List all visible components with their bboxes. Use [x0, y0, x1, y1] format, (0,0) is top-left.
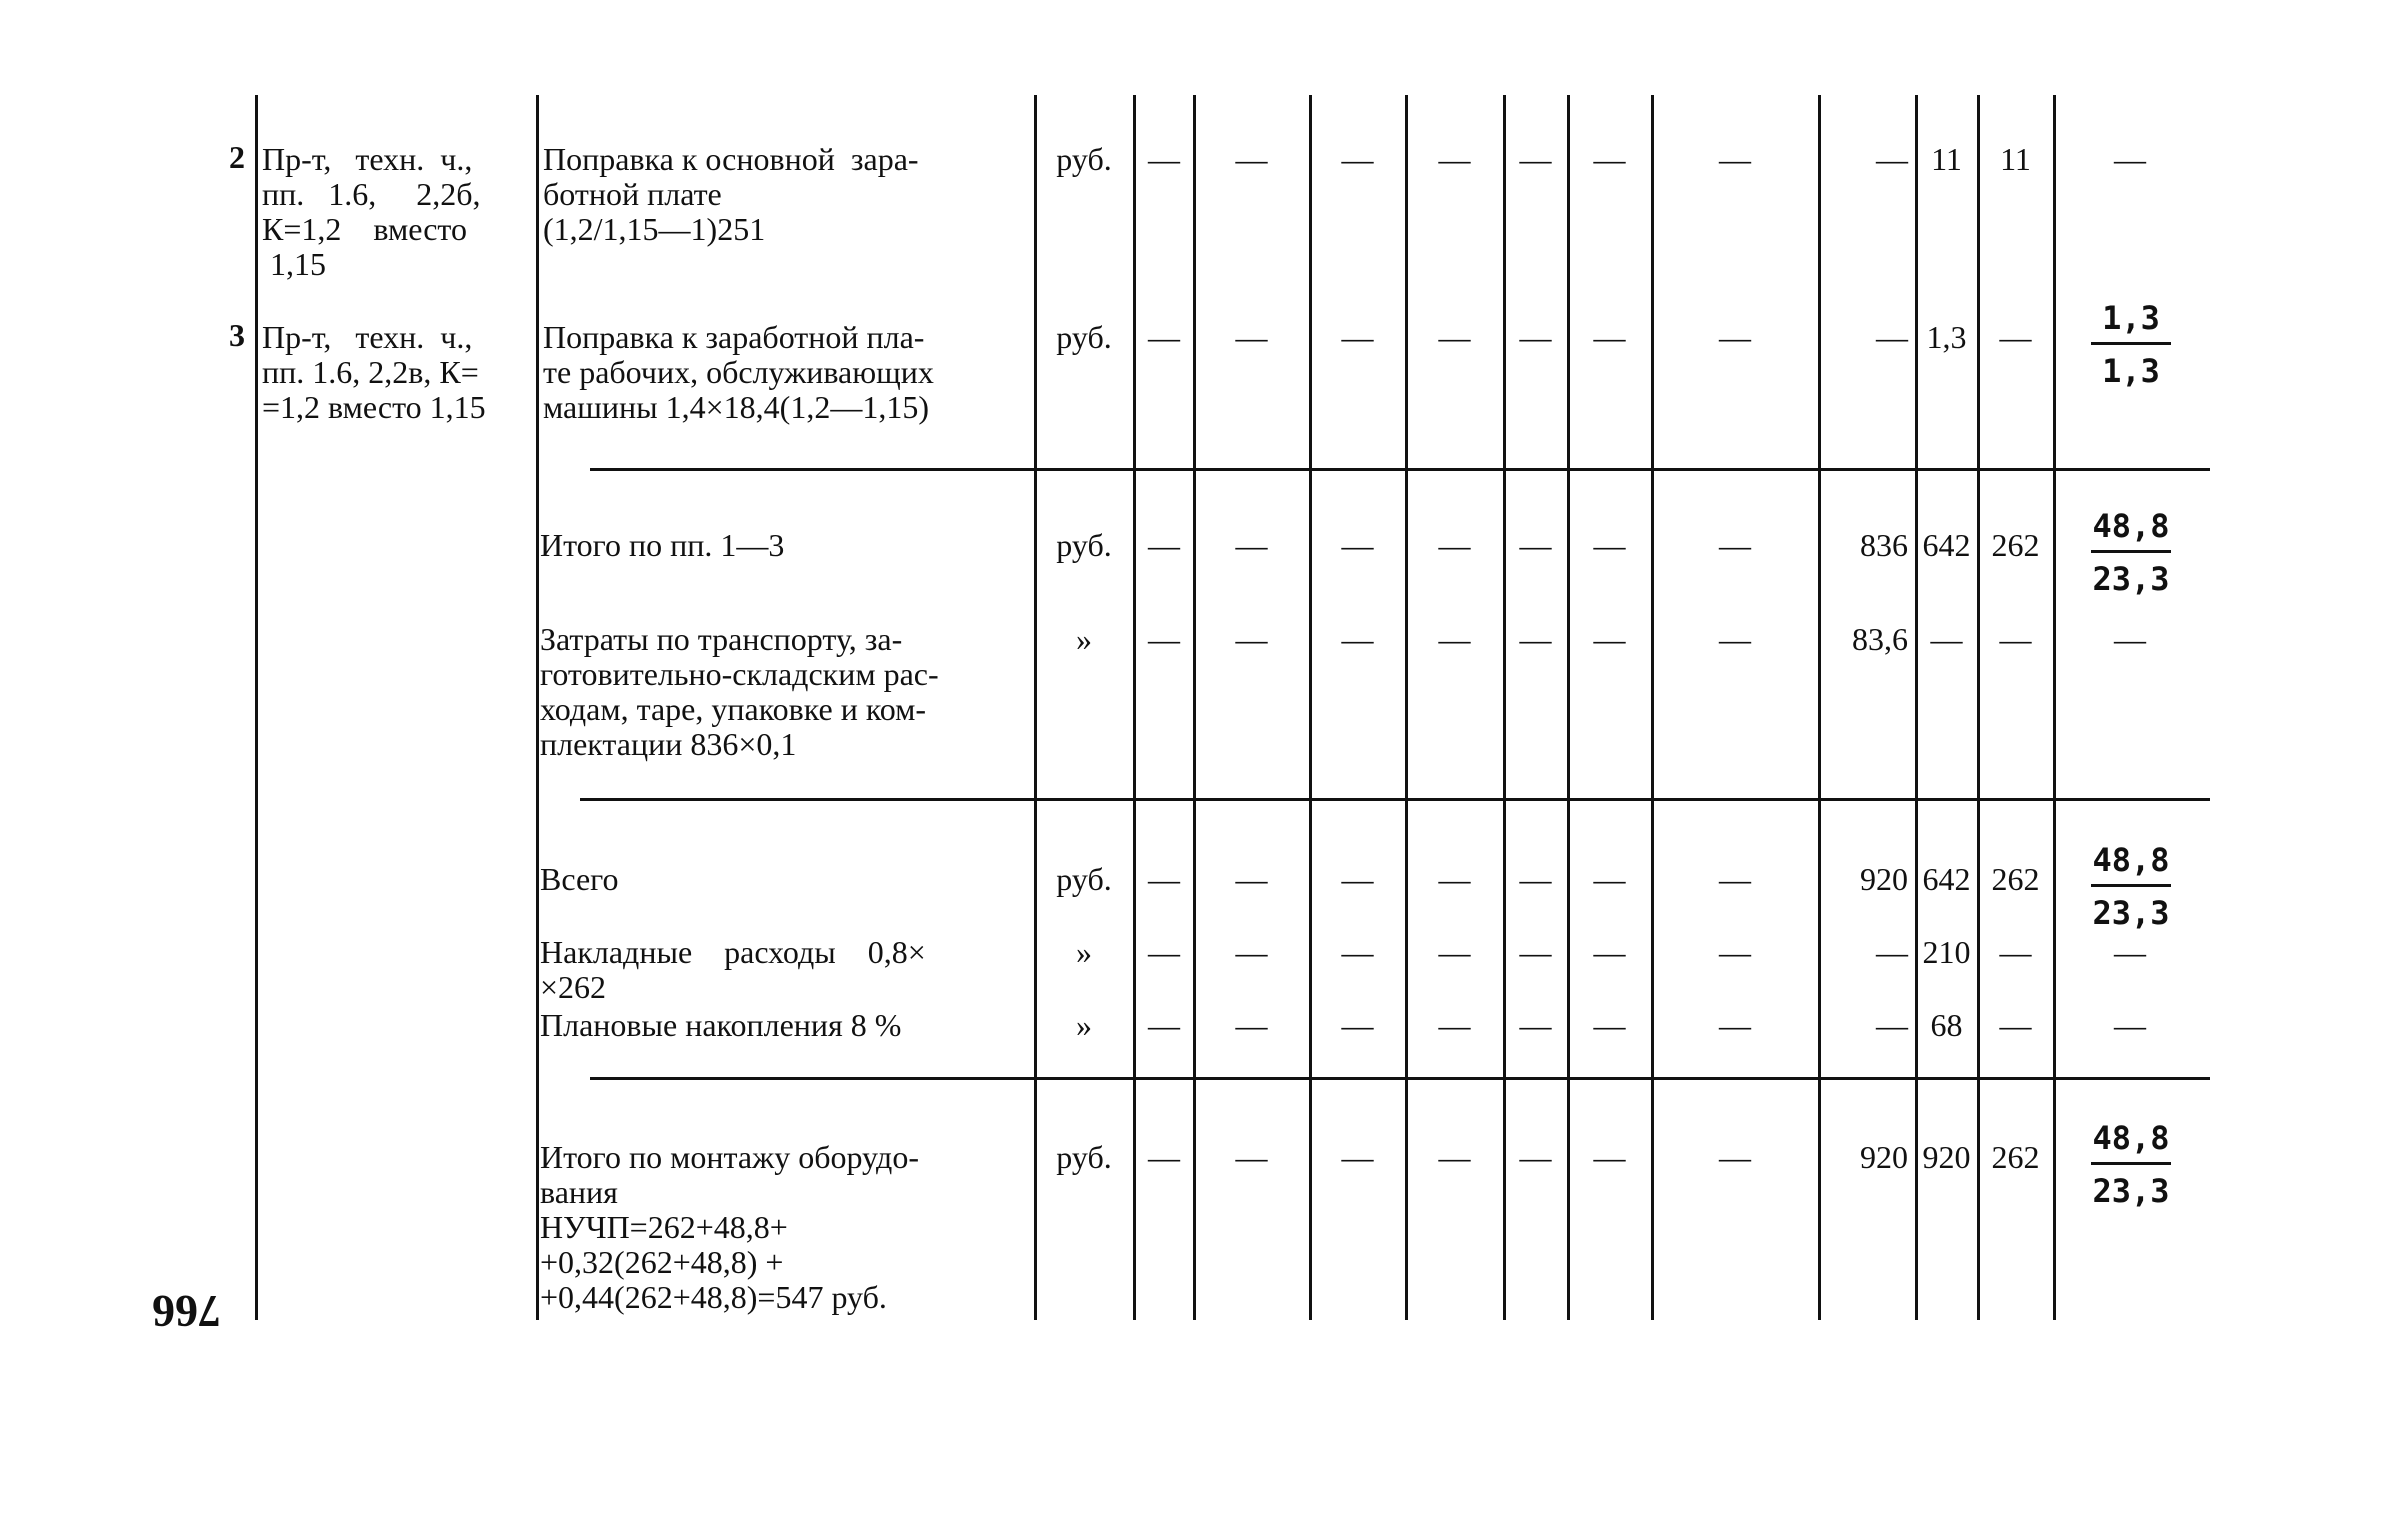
column-rule — [1034, 95, 1037, 1320]
fraction-numerator: 48,8 — [2092, 507, 2170, 545]
item-name-line: ×262 — [540, 969, 607, 1005]
item-name-line: ходам, таре, упаковке и ком- — [540, 691, 927, 727]
value-cell: 262 — [1991, 1139, 2040, 1175]
value-cell: 262 — [1991, 527, 2040, 563]
item-name-line: (1,2/1,15—1)251 — [543, 211, 766, 247]
unit-cell: руб. — [1056, 527, 1112, 563]
column-rule — [536, 95, 539, 1320]
value-cell: 83,6 — [1852, 621, 1908, 657]
dash-cell: — — [1593, 1139, 1626, 1175]
page-number: 766 — [152, 1286, 221, 1337]
value-cell: 642 — [1922, 527, 1971, 563]
dash-cell: — — [1519, 621, 1552, 657]
dash-cell: — — [1148, 527, 1180, 563]
column-rule — [1567, 95, 1570, 1320]
dash-cell: — — [1519, 1007, 1552, 1043]
item-name-line: Затраты по транспорту, за- — [540, 621, 903, 657]
item-name-line: Всего — [540, 861, 619, 897]
dash-cell: — — [1519, 141, 1552, 177]
basis-line: пп. 1.6, 2,2в, К= — [262, 354, 479, 390]
value-cell: — — [2114, 621, 2146, 657]
fraction-value — [2076, 300, 2186, 389]
row-number: 3 — [229, 317, 245, 353]
dash-cell: — — [1593, 527, 1626, 563]
dash-cell: — — [1719, 934, 1751, 970]
item-name-line: Накладные расходы 0,8× — [540, 934, 926, 970]
item-name-line: +0,32(262+48,8) + — [540, 1244, 784, 1280]
dash-cell: — — [1719, 527, 1751, 563]
dash-cell: — — [1148, 1139, 1180, 1175]
dash-cell: — — [1876, 141, 1908, 177]
unit-cell: руб. — [1056, 861, 1112, 897]
dash-cell: — — [1519, 861, 1552, 897]
value-cell: 11 — [2000, 141, 2031, 177]
item-name-line: ботной плате — [543, 176, 722, 212]
value-cell: — — [1999, 319, 2032, 355]
item-name-line: Поправка к основной зара- — [543, 141, 919, 177]
unit-cell: » — [1076, 621, 1092, 657]
dash-cell: — — [1235, 1007, 1268, 1043]
column-rule — [2053, 95, 2056, 1320]
dash-cell: — — [1438, 861, 1471, 897]
dash-cell: — — [1235, 621, 1268, 657]
column-rule — [1405, 95, 1408, 1320]
dash-cell: — — [1341, 141, 1374, 177]
dash-cell: — — [1519, 527, 1552, 563]
dash-cell: — — [1341, 319, 1374, 355]
section-rule — [590, 468, 2210, 471]
dash-cell: — — [1148, 934, 1180, 970]
dash-cell: — — [1235, 861, 1268, 897]
row-number: 2 — [229, 139, 245, 175]
column-rule — [1503, 95, 1506, 1320]
fraction-denominator: 1,3 — [2102, 352, 2160, 390]
dash-cell: — — [1438, 1139, 1471, 1175]
dash-cell: — — [1341, 861, 1374, 897]
dash-cell: — — [1235, 934, 1268, 970]
dash-cell: — — [1519, 934, 1552, 970]
basis-line: К=1,2 вместо — [262, 211, 467, 247]
dash-cell: — — [1148, 141, 1180, 177]
fraction-value — [2076, 508, 2186, 597]
fraction-bar — [2091, 550, 2171, 553]
dash-cell: — — [1148, 319, 1180, 355]
item-name-line: те рабочих, обслуживающих — [543, 354, 934, 390]
value-cell: — — [2114, 1007, 2146, 1043]
dash-cell: — — [1235, 141, 1268, 177]
value-cell: — — [2114, 141, 2146, 177]
dash-cell: — — [1593, 319, 1626, 355]
dash-cell: — — [1719, 861, 1751, 897]
value-cell: — — [1876, 1007, 1908, 1043]
basis-line: Пр-т, техн. ч., — [262, 319, 473, 355]
dash-cell: — — [1438, 319, 1471, 355]
dash-cell: — — [1719, 621, 1751, 657]
dash-cell: — — [1148, 621, 1180, 657]
dash-cell: — — [1519, 1139, 1552, 1175]
dash-cell: — — [1438, 1007, 1471, 1043]
fraction-numerator: 48,8 — [2092, 841, 2170, 879]
dash-cell: — — [1438, 527, 1471, 563]
unit-cell: » — [1076, 1007, 1092, 1043]
fraction-numerator: 1,3 — [2102, 299, 2160, 337]
dash-cell: — — [1593, 861, 1626, 897]
fraction-value — [2076, 1120, 2186, 1209]
item-name-line: машины 1,4×18,4(1,2—1,15) — [543, 389, 929, 425]
value-cell: — — [1999, 934, 2032, 970]
dash-cell: — — [1719, 1139, 1751, 1175]
unit-cell: руб. — [1056, 1139, 1112, 1175]
value-cell: — — [1999, 1007, 2032, 1043]
column-rule — [1915, 95, 1918, 1320]
basis-line: Пр-т, техн. ч., — [262, 141, 473, 177]
item-name-line: готовительно-складским рас- — [540, 656, 939, 692]
column-rule — [1818, 95, 1821, 1320]
dash-cell: — — [1341, 527, 1374, 563]
item-name-line: Плановые накопления 8 % — [540, 1007, 902, 1043]
fraction-denominator: 23,3 — [2092, 560, 2170, 598]
dash-cell: — — [1593, 934, 1626, 970]
value-cell: — — [2114, 934, 2146, 970]
value-cell: 210 — [1922, 934, 1971, 970]
basis-line: =1,2 вместо 1,15 — [262, 389, 486, 425]
value-cell: 920 — [1922, 1139, 1971, 1175]
fraction-denominator: 23,3 — [2092, 894, 2170, 932]
value-cell: 262 — [1991, 861, 2040, 897]
unit-cell: руб. — [1056, 319, 1112, 355]
dash-cell: — — [1519, 319, 1552, 355]
column-rule — [1309, 95, 1312, 1320]
item-name-line: +0,44(262+48,8)=547 руб. — [540, 1279, 887, 1315]
column-rule — [1193, 95, 1196, 1320]
fraction-bar — [2091, 342, 2171, 345]
dash-cell: — — [1341, 934, 1374, 970]
dash-cell: — — [1341, 1139, 1374, 1175]
fraction-bar — [2091, 884, 2171, 887]
item-name-line: Итого по монтажу оборудо- — [540, 1139, 919, 1175]
fraction-denominator: 23,3 — [2092, 1172, 2170, 1210]
basis-line: 1,15 — [262, 246, 326, 282]
dash-cell: — — [1341, 1007, 1374, 1043]
dash-cell: — — [1593, 141, 1626, 177]
section-rule — [580, 798, 2210, 801]
dash-cell: — — [1235, 319, 1268, 355]
value-cell: 920 — [1860, 861, 1908, 897]
dash-cell: — — [1593, 1007, 1626, 1043]
dash-cell: — — [1235, 527, 1268, 563]
dash-cell: — — [1719, 319, 1751, 355]
fraction-value — [2076, 842, 2186, 931]
value-cell: 1,3 — [1926, 319, 1967, 355]
dash-cell: — — [1341, 621, 1374, 657]
column-rule — [1651, 95, 1654, 1320]
dash-cell: — — [1593, 621, 1626, 657]
value-cell: — — [1930, 621, 1963, 657]
dash-cell: — — [1148, 861, 1180, 897]
section-rule — [590, 1077, 2210, 1080]
unit-cell: » — [1076, 934, 1092, 970]
value-cell: — — [1876, 934, 1908, 970]
dash-cell: — — [1719, 1007, 1751, 1043]
dash-cell: — — [1438, 934, 1471, 970]
fraction-bar — [2091, 1162, 2171, 1165]
dash-cell: — — [1438, 141, 1471, 177]
item-name-line: плектации 836×0,1 — [540, 726, 797, 762]
dash-cell: — — [1235, 1139, 1268, 1175]
value-cell: — — [1999, 621, 2032, 657]
column-rule — [1977, 95, 1980, 1320]
dash-cell: — — [1438, 621, 1471, 657]
column-rule — [255, 95, 258, 1320]
dash-cell: — — [1719, 141, 1751, 177]
basis-line: пп. 1.6, 2,2б, — [262, 176, 481, 212]
item-name-line: Поправка к заработной пла- — [543, 319, 925, 355]
column-rule — [1133, 95, 1136, 1320]
value-cell: 68 — [1930, 1007, 1963, 1043]
value-cell: 11 — [1931, 141, 1962, 177]
item-name-line: вания — [540, 1174, 618, 1210]
value-cell: 836 — [1860, 527, 1908, 563]
dash-cell: — — [1876, 319, 1908, 355]
value-cell: 642 — [1922, 861, 1971, 897]
unit-cell: руб. — [1056, 141, 1112, 177]
dash-cell: — — [1148, 1007, 1180, 1043]
item-name-line: НУЧП=262+48,8+ — [540, 1209, 788, 1245]
item-name-line: Итого по пп. 1—3 — [540, 527, 785, 563]
value-cell: 920 — [1860, 1139, 1908, 1175]
fraction-numerator: 48,8 — [2092, 1119, 2170, 1157]
